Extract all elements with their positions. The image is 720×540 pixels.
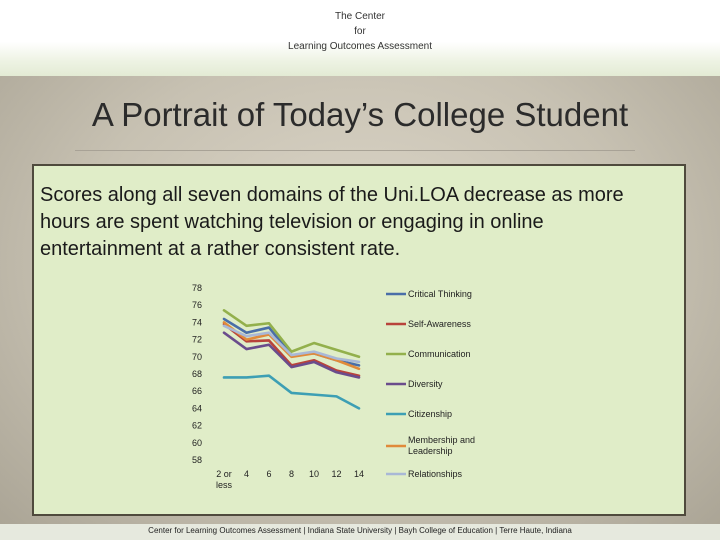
x-tick-label: 4 xyxy=(243,469,250,479)
slide-title: A Portrait of Today’s College Student xyxy=(91,96,629,133)
header-line-2: for xyxy=(354,26,366,37)
series-line xyxy=(224,322,359,368)
y-tick-label: 60 xyxy=(192,437,203,448)
x-tick-label: 12 xyxy=(331,469,342,479)
y-tick-label: 64 xyxy=(192,403,203,414)
y-tick-label: 70 xyxy=(192,351,203,362)
legend-label: Communication xyxy=(408,349,471,359)
body-text: Scores along all seven domains of the Uni.LOA decrease as more hours are spent watching television or engaging in online entertainment at a rather consistent rate. xyxy=(40,184,624,260)
legend-label: Relationships xyxy=(408,469,463,479)
legend-label: Critical Thinking xyxy=(408,289,472,299)
y-tick-label: 72 xyxy=(192,334,203,345)
legend-label: Citizenship xyxy=(408,409,453,419)
y-tick-label: 66 xyxy=(192,386,203,397)
x-tick-label: 2 or less xyxy=(215,469,233,490)
title-divider xyxy=(75,150,635,151)
x-tick-label: 8 xyxy=(288,469,295,479)
line-chart xyxy=(186,280,486,500)
y-tick-label: 62 xyxy=(192,420,203,431)
header-banner xyxy=(0,0,720,76)
legend-label: Self-Awareness xyxy=(408,319,471,329)
series-line xyxy=(224,376,359,409)
footer-text: Center for Learning Outcomes Assessment | Indiana State University | Bayh College of Education | Terre Haute, Indiana xyxy=(148,526,572,535)
series-line xyxy=(224,310,359,356)
header-line-1: The Center xyxy=(334,11,386,22)
y-tick-label: 58 xyxy=(192,455,203,465)
footer-bar xyxy=(0,524,720,540)
legend-label: Membership and Leadership xyxy=(408,435,476,456)
y-tick-label: 74 xyxy=(192,317,203,328)
header-line-3: Learning Outcomes Assessment xyxy=(288,41,432,52)
y-tick-label: 76 xyxy=(192,300,203,311)
legend-label: Diversity xyxy=(408,379,443,389)
y-tick-label: 68 xyxy=(192,369,203,379)
x-tick-label: 14 xyxy=(353,469,365,479)
y-tick-label: 78 xyxy=(192,283,203,293)
x-tick-label: 6 xyxy=(266,469,272,479)
x-tick-label: 10 xyxy=(308,469,320,479)
